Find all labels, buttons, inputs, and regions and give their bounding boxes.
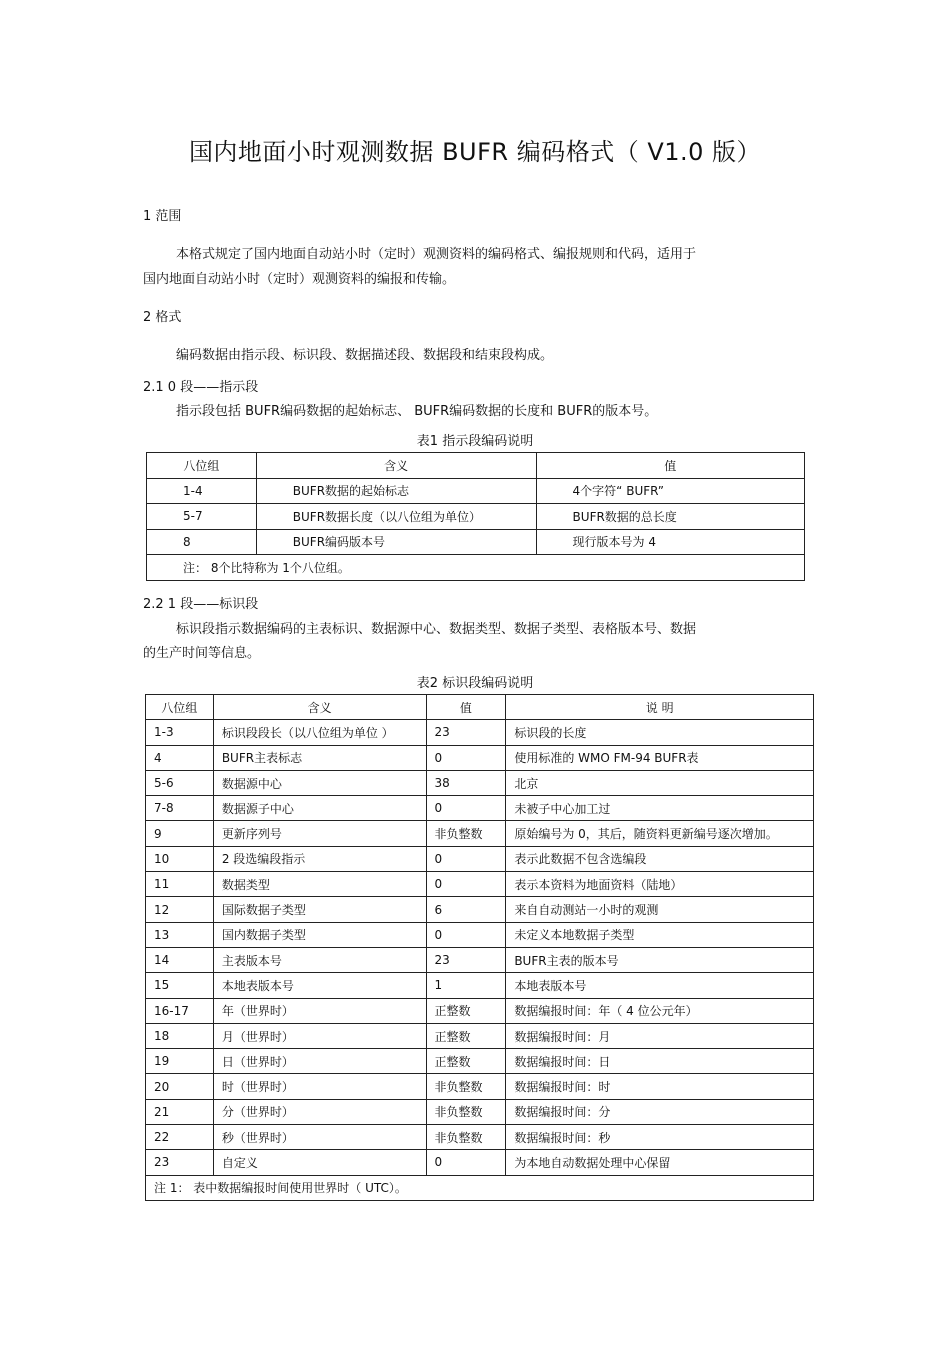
table-row	[146, 821, 814, 846]
table-cell: 月（世界时）	[213, 1023, 426, 1048]
table-cell: 1-4	[147, 478, 257, 504]
table-cell: 0	[426, 745, 506, 770]
table-cell: 数据编报时间：月	[506, 1023, 814, 1048]
table-cell: 数据源子中心	[213, 796, 426, 821]
table-row	[146, 1023, 814, 1048]
table-cell: 9	[146, 821, 214, 846]
section-2-1-paragraph: 指示段包括 BUFR编码数据的起始标志、 BUFR编码数据的长度和 BUFR的版本号。	[176, 404, 658, 419]
table-row	[146, 973, 814, 998]
table-cell: 11	[146, 872, 214, 897]
table-cell: 22	[146, 1125, 214, 1150]
table-1-note: 注： 8个比特称为 1个八位组。	[147, 555, 805, 581]
table-cell: 北京	[506, 770, 814, 795]
table-cell: 秒（世界时）	[213, 1125, 426, 1150]
table-cell: 标识段的长度	[506, 720, 814, 745]
table-row	[146, 770, 814, 795]
table-2-note: 注 1： 表中数据编报时间使用世界时（ UTC）。	[146, 1175, 814, 1200]
table-cell: 为本地自动数据处理中心保留	[506, 1150, 814, 1175]
table-row	[146, 1125, 814, 1150]
header-cell: 八位组	[147, 453, 257, 479]
table-cell: 1	[426, 973, 506, 998]
table-row	[146, 1099, 814, 1124]
table-cell: 数据编报时间：秒	[506, 1125, 814, 1150]
section-2-2-heading: 2.2 1 段——标识段	[143, 597, 259, 612]
table-cell: 5-7	[147, 504, 257, 530]
table-row	[147, 504, 805, 530]
table-cell: 未定义本地数据子类型	[506, 922, 814, 947]
table-cell: 非负整数	[426, 1125, 506, 1150]
table-cell: 1-3	[146, 720, 214, 745]
table-cell: 数据源中心	[213, 770, 426, 795]
table-cell: 4个字符“ BUFR”	[536, 478, 804, 504]
table-cell: 本地表版本号	[213, 973, 426, 998]
table-cell: 日（世界时）	[213, 1049, 426, 1074]
table-header-row	[146, 695, 814, 720]
table-cell: 现行版本号为 4	[536, 529, 804, 555]
table-cell: 16-17	[146, 998, 214, 1023]
table-note-row	[147, 555, 805, 581]
table-2-caption: 表2 标识段编码说明	[416, 676, 534, 691]
table-cell: BUFR主表标志	[213, 745, 426, 770]
table-cell: 23	[426, 720, 506, 745]
section-2-paragraph: 编码数据由指示段、标识段、数据描述段、数据段和结束段构成。	[176, 348, 554, 363]
header-cell: 含义	[256, 453, 536, 479]
section-2-heading: 2 格式	[143, 310, 182, 325]
table-cell: 2 段选编段指示	[213, 846, 426, 871]
table-row	[146, 796, 814, 821]
table-cell: 6	[426, 897, 506, 922]
table-row	[146, 1150, 814, 1175]
table-row	[146, 745, 814, 770]
table-cell: 0	[426, 922, 506, 947]
header-cell: 值	[536, 453, 804, 479]
table-row	[146, 1049, 814, 1074]
table-cell: 更新序列号	[213, 821, 426, 846]
table-cell: 使用标准的 WMO FM-94 BUFR表	[506, 745, 814, 770]
table-cell: 10	[146, 846, 214, 871]
table-cell: 14	[146, 947, 214, 972]
table-cell: BUFR主表的版本号	[506, 947, 814, 972]
table-note-row	[146, 1175, 814, 1200]
table-cell: 数据编报时间：日	[506, 1049, 814, 1074]
table-cell: BUFR数据的起始标志	[256, 478, 536, 504]
section-1-paragraph-line-2: 国内地面自动站小时（定时）观测资料的编报和传输。	[143, 272, 456, 287]
section-2-1-heading: 2.1 0 段——指示段	[143, 380, 259, 395]
table-cell: 主表版本号	[213, 947, 426, 972]
table-cell: 21	[146, 1099, 214, 1124]
table-cell: BUFR编码版本号	[256, 529, 536, 555]
header-cell: 值	[426, 695, 506, 720]
table-cell: 国际数据子类型	[213, 897, 426, 922]
table-cell: 表示此数据不包含选编段	[506, 846, 814, 871]
table-cell: 23	[146, 1150, 214, 1175]
table-cell: 未被子中心加工过	[506, 796, 814, 821]
table-row	[147, 529, 805, 555]
table-cell: 7-8	[146, 796, 214, 821]
table-header-row	[147, 453, 805, 479]
table-cell: 19	[146, 1049, 214, 1074]
table-cell: 分（世界时）	[213, 1099, 426, 1124]
page-title: 国内地面小时观测数据 BUFR 编码格式（ V1.0 版）	[188, 138, 762, 166]
table-row	[146, 897, 814, 922]
table-cell: 数据类型	[213, 872, 426, 897]
section-2-2-paragraph-line-2: 的生产时间等信息。	[143, 646, 261, 661]
table-cell: 5-6	[146, 770, 214, 795]
table-row	[146, 1074, 814, 1099]
table-cell: 标识段段长（以八位组为单位 ）	[213, 720, 426, 745]
table-cell: 0	[426, 796, 506, 821]
table-cell: 非负整数	[426, 1074, 506, 1099]
table-cell: 13	[146, 922, 214, 947]
table-1-caption: 表1 指示段编码说明	[416, 434, 534, 449]
table-row	[146, 922, 814, 947]
table-row	[147, 478, 805, 504]
table-cell: 12	[146, 897, 214, 922]
table-cell: 非负整数	[426, 821, 506, 846]
section-1-paragraph-line-1: 本格式规定了国内地面自动站小时（定时）观测资料的编码格式、编报规则和代码，适用于	[176, 247, 697, 262]
table-cell: 数据编报时间：年（ 4 位公元年）	[506, 998, 814, 1023]
header-cell: 八位组	[146, 695, 214, 720]
table-cell: 4	[146, 745, 214, 770]
table-cell: 国内数据子类型	[213, 922, 426, 947]
table-cell: 20	[146, 1074, 214, 1099]
table-row	[146, 846, 814, 871]
table-cell: 0	[426, 872, 506, 897]
table-cell: 来自自动测站一小时的观测	[506, 897, 814, 922]
table-2	[145, 694, 814, 1201]
table-cell: 年（世界时）	[213, 998, 426, 1023]
table-cell: 非负整数	[426, 1099, 506, 1124]
table-cell: 时（世界时）	[213, 1074, 426, 1099]
table-cell: 本地表版本号	[506, 973, 814, 998]
header-cell: 说 明	[506, 695, 814, 720]
table-cell: 原始编号为 0，其后，随资料更新编号逐次增加。	[506, 821, 814, 846]
table-row	[146, 998, 814, 1023]
table-row	[146, 872, 814, 897]
table-cell: 15	[146, 973, 214, 998]
table-cell: 18	[146, 1023, 214, 1048]
table-cell: 正整数	[426, 998, 506, 1023]
table-cell: 8	[147, 529, 257, 555]
table-cell: 正整数	[426, 1023, 506, 1048]
table-row	[146, 947, 814, 972]
table-cell: 数据编报时间：时	[506, 1074, 814, 1099]
section-2-2-paragraph-line-1: 标识段指示数据编码的主表标识、数据源中心、数据类型、数据子类型、表格版本号、数据	[176, 622, 697, 637]
table-cell: BUFR数据的总长度	[536, 504, 804, 530]
table-cell: 0	[426, 846, 506, 871]
table-row	[146, 720, 814, 745]
header-cell: 含义	[213, 695, 426, 720]
table-cell: 0	[426, 1150, 506, 1175]
table-cell: 23	[426, 947, 506, 972]
table-cell: 38	[426, 770, 506, 795]
section-1-heading: 1 范围	[143, 209, 182, 224]
table-cell: BUFR数据长度（以八位组为单位）	[256, 504, 536, 530]
table-cell: 数据编报时间：分	[506, 1099, 814, 1124]
table-cell: 正整数	[426, 1049, 506, 1074]
table-1	[146, 452, 805, 581]
table-cell: 自定义	[213, 1150, 426, 1175]
table-cell: 表示本资料为地面资料（陆地）	[506, 872, 814, 897]
